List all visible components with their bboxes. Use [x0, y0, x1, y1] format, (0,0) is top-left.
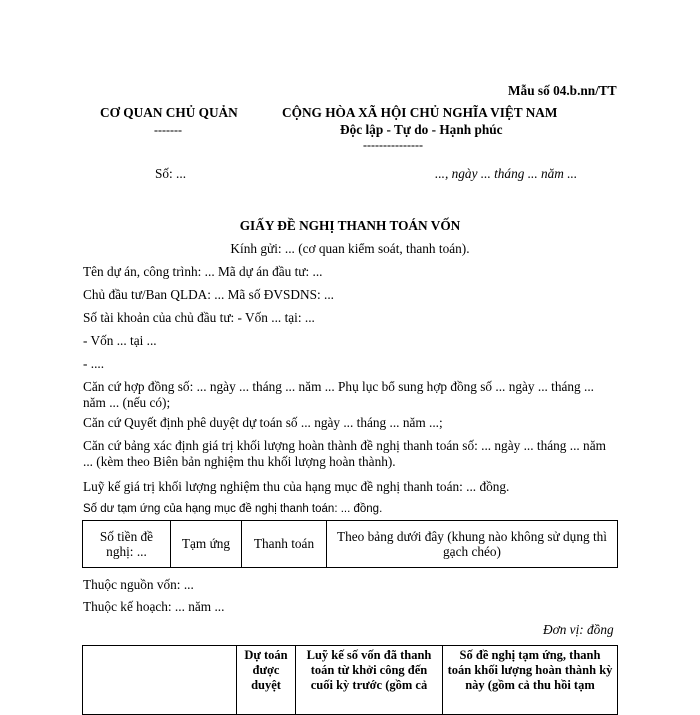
motto-divider: --------------- — [363, 138, 423, 152]
cumulative-line: Luỹ kế giá trị khối lượng nghiệm thu của hạng mục đề nghị thanh toán: ... đồng. — [83, 479, 510, 494]
document-number: Số: ... — [155, 166, 187, 181]
plan-line: Thuộc kế hoạch: ... năm ... — [83, 599, 225, 614]
motto: Độc lập - Tự do - Hạnh phúc — [340, 122, 503, 137]
agency-name: CƠ QUAN CHỦ QUẢN — [100, 105, 238, 120]
current-request-header: Số đề nghị tạm ứng, thanh toán khối lượng hoàn thành kỳ này (gồm cả thu hồi tạm — [443, 646, 618, 715]
item-header-cell — [83, 646, 237, 715]
approved-estimate-header: Dự toán được duyệt — [237, 646, 296, 715]
request-amount-cell: Số tiền đề nghị: ... — [83, 521, 171, 568]
payment-table — [82, 645, 618, 715]
decision-basis: Căn cứ Quyết định phê duyệt dự toán số ... ngày ... tháng ... năm ...; — [83, 415, 443, 430]
recipient-line: Kính gửi: ... (cơ quan kiểm soát, thanh toán). — [230, 241, 470, 256]
capital-line: - Vốn ... tại ... — [83, 333, 157, 348]
dots-line: - .... — [83, 356, 105, 371]
project-line: Tên dự án, công trình: ... Mã dự án đầu tư: ... — [83, 264, 323, 279]
account-line: Số tài khoản của chủ đầu tư: - Vốn ... tại: ... — [83, 310, 315, 325]
unit-label: Đơn vị: đồng — [543, 622, 614, 637]
capital-source-line: Thuộc nguồn vốn: ... — [83, 577, 194, 592]
investor-line: Chủ đầu tư/Ban QLDA: ... Mã số ĐVSDNS: ... — [83, 287, 334, 302]
date-line: ..., ngày ... tháng ... năm ... — [435, 166, 578, 181]
agency-divider: ------- — [154, 123, 182, 137]
request-table — [82, 520, 618, 568]
form-number: Mẫu số 04.b.nn/TT — [508, 83, 617, 98]
volume-basis: Căn cứ bảng xác định giá trị khối lượng hoàn thành đề nghị thanh toán số: ... ngày ... tháng ... năm ... (kèm theo Biên bản nghiệm thu khối lượng hoàn thành). — [83, 438, 606, 469]
cumulative-paid-header: Luỹ kế số vốn đã thanh toán từ khởi công đến cuối kỳ trước (gồm cả — [296, 646, 443, 715]
instruction-cell: Theo bảng dưới đây (khung nào không sử dụng thì gạch chéo) — [327, 521, 618, 568]
document-title: GIẤY ĐỀ NGHỊ THANH TOÁN VỐN — [239, 218, 461, 233]
advance-cell: Tạm ứng — [171, 521, 242, 568]
advance-balance-line: Số dư tạm ứng của hạng mục đề nghị thanh toán: ... đồng. — [83, 503, 383, 515]
payment-cell: Thanh toán — [242, 521, 327, 568]
nation-name: CỘNG HÒA XÃ HỘI CHỦ NGHĨA VIỆT NAM — [282, 105, 558, 120]
contract-basis: Căn cứ hợp đồng số: ... ngày ... tháng ... năm ... Phụ lục bổ sung hợp đồng số ... ngày ... tháng ... năm ... (nếu có); — [83, 379, 595, 410]
